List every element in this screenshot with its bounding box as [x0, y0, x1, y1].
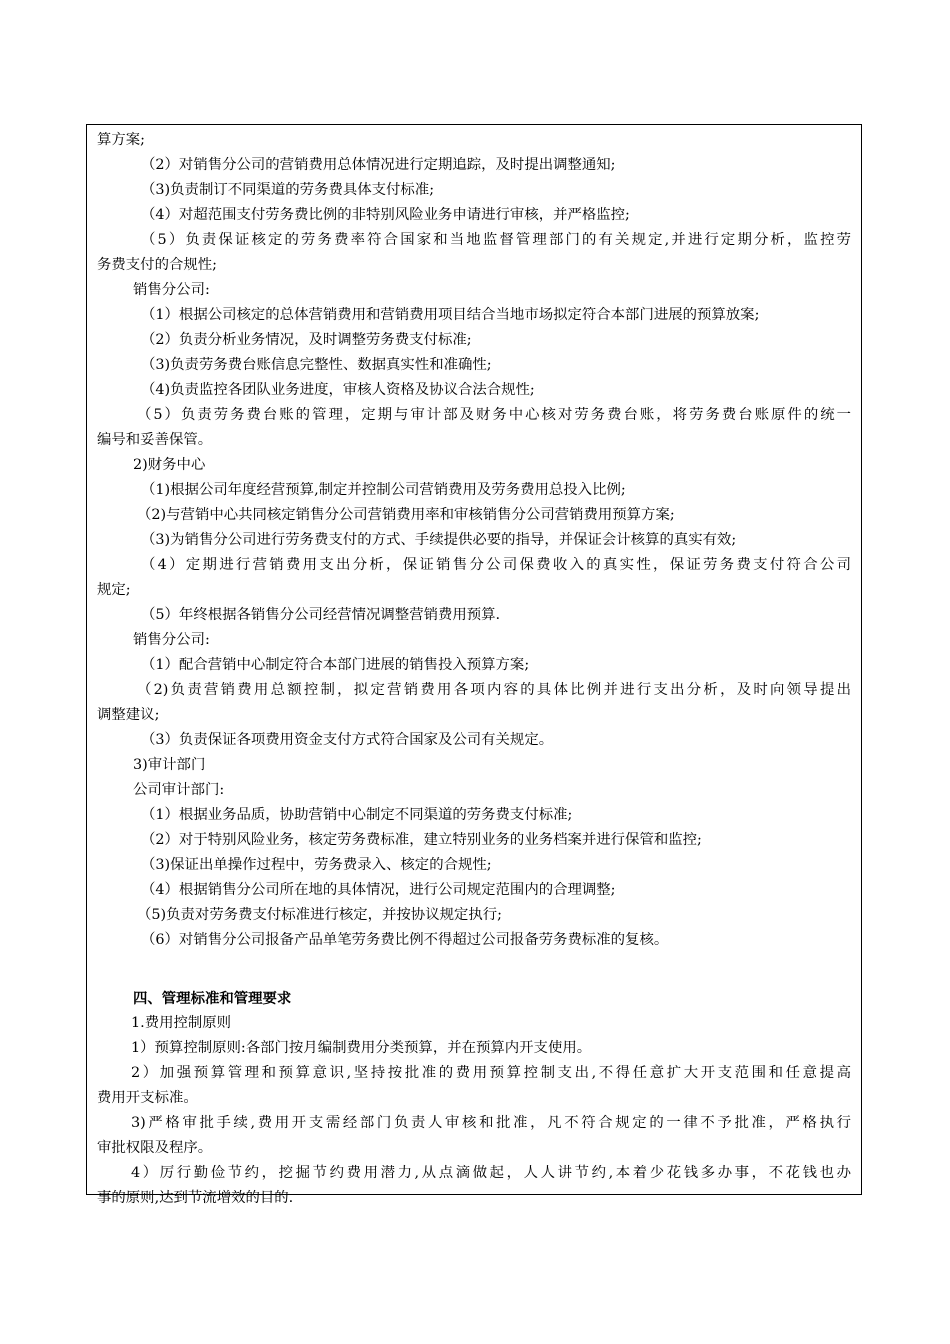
- text-line: （2)负责营销费用总额控制，拟定营销费用各项内容的具体比例并进行支出分析，及时向领导提出: [137, 682, 851, 698]
- text-line: 3)审计部门: [133, 757, 206, 773]
- text-line: （3)为销售分公司进行劳务费支付的方式、手续提供必要的指导，并保证会计核算的真实有效;: [141, 532, 737, 548]
- blank-line: [97, 953, 851, 978]
- text-line: （4）对超范围支付劳务费比例的非特别风险业务申请进行审核，并严格监控;: [141, 207, 630, 223]
- text-line: （5）负责保证核定的劳务费率符合国家和当地监督管理部门的有关规定,并进行定期分析，监控劳: [141, 232, 851, 248]
- text-line: 销售分公司:: [133, 282, 210, 298]
- text-line: （5）年终根据各销售分公司经营情况调整营销费用预算.: [141, 607, 501, 623]
- section-heading: 四、管理标准和管理要求: [133, 990, 292, 1007]
- text-line: 1.费用控制原则: [131, 1015, 232, 1031]
- text-line: （1）根据公司核定的总体营销费用和营销费用项目结合当地市场拟定符合本部门进展的预算放案;: [141, 307, 760, 323]
- text-line: （4)负责监控各团队业务进度，审核人资格及协议合法合规性;: [141, 382, 535, 398]
- text-line: （2）对于特别风险业务，核定劳务费标准，建立特别业务的业务档案并进行保管和监控;: [141, 832, 702, 848]
- text-line: 公司审计部门:: [133, 782, 225, 798]
- text-line: （1)根据公司年度经营预算,制定并控制公司营销费用及劳务费用总投入比例;: [141, 482, 626, 498]
- text-line: 算方案;: [97, 132, 146, 148]
- text-line: （2）负责分析业务情况，及时调整劳务费支付标准;: [141, 332, 472, 348]
- text-line: （3)保证出单操作过程中，劳务费录入、核定的合规性;: [141, 857, 492, 873]
- text-line: 编号和妥善保管。: [97, 432, 213, 448]
- text-line: 规定;: [97, 582, 131, 598]
- text-line: 1）预算控制原则:各部门按月编制费用分类预算，并在预算内开支使用。: [131, 1040, 592, 1056]
- text-line: 4）厉行勤俭节约，挖掘节约费用潜力,从点滴做起，人人讲节约,本着少花钱多办事，不花钱也办: [131, 1165, 851, 1181]
- text-line: （5)负责对劳务费支付标准进行核定，并按协议规定执行;: [137, 907, 502, 923]
- text-line: 2)财务中心: [133, 457, 206, 473]
- section-paragraphs: [97, 1011, 851, 1211]
- text-line: （2）对销售分公司的营销费用总体情况进行定期追踪，及时提出调整通知;: [141, 157, 616, 173]
- text-line: （6）对销售分公司报备产品单笔劳务费比例不得超过公司报备劳务费标准的复核。: [141, 932, 669, 948]
- text-line: 审批权限及程序。: [97, 1140, 213, 1156]
- text-line: 务费支付的合规性;: [97, 257, 217, 273]
- text-line: （3）负责保证各项费用资金支付方式符合国家及公司有关规定。: [141, 732, 554, 748]
- text-line: 调整建议;: [97, 707, 160, 723]
- text-line: （1）根据业务品质，协助营销中心制定不同渠道的劳务费支付标准;: [141, 807, 573, 823]
- text-line: 2）加强预算管理和预算意识,坚持按批准的费用预算控制支出,不得任意扩大开支范围和任意提高: [131, 1065, 851, 1081]
- text-line: （3)负责劳务费台账信息完整性、数据真实性和准确性;: [141, 357, 492, 373]
- text-line: 事的原则,达到节流增效的目的.: [97, 1190, 294, 1206]
- text-line: 费用开支标准。: [97, 1090, 198, 1106]
- text-line: 3)严格审批手续,费用开支需经部门负责人审核和批准，凡不符合规定的一律不予批准，严格执行: [131, 1115, 851, 1131]
- text-line: （4）定期进行营销费用支出分析，保证销售分公司保费收入的真实性，保证劳务费支付符合公司: [141, 557, 851, 573]
- text-line: （3)负责制订不同渠道的劳务费具体支付标准;: [141, 182, 435, 198]
- text-line: （2)与营销中心共同核定销售分公司营销费用率和审核销售分公司营销费用预算方案;: [137, 507, 675, 523]
- text-line: （4）根据销售分公司所在地的具体情况，进行公司规定范围内的合理调整;: [141, 882, 616, 898]
- text-line: （5）负责劳务费台账的管理，定期与审计部及财务中心核对劳务费台账，将劳务费台账原件的统一: [137, 407, 851, 423]
- body-paragraphs: [97, 128, 851, 953]
- text-line: （1）配合营销中心制定符合本部门进展的销售投入预算方案;: [141, 657, 530, 673]
- document-frame: [86, 124, 862, 1206]
- text-line: 销售分公司:: [133, 632, 210, 648]
